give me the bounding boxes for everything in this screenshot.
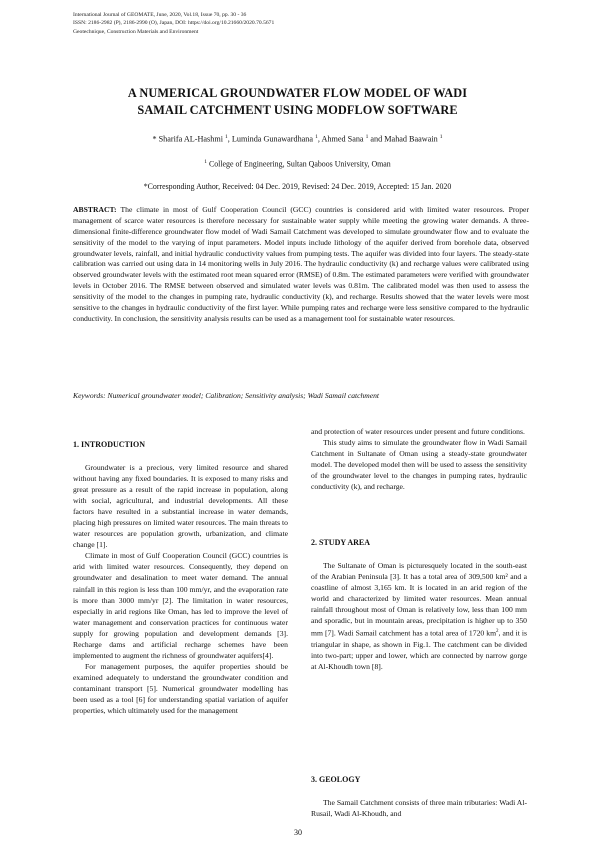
affiliation-marker: 1: [315, 134, 318, 140]
intro-paragraph-3-continued: and protection of water resources under present and future conditions.: [311, 427, 525, 436]
section-heading-introduction: 1. INTRODUCTION: [73, 440, 146, 449]
author-list: [60, 132, 535, 145]
intro-paragraph-2: Climate in most of Gulf Cooperation Council (GCC) countries is arid with limited water resources. Consequently, they depend on groundwater and desalination to meet water demand. The annual rainfall in this region is less than 100 mm/yr, and the evaporation rate is more than 3000 mm/yr [2]. The limitation in water resources, especially in arid regions like Oman, has led to improve the level of water management and conservation practices for continuous water supply for growing population and development demands [3]. Recharge dams and artificial recharge schemes have been implemented to augment the richness of groundwater aquifers[4].: [73, 551, 288, 660]
affiliation-text: College of Engineering, Sultan Qaboos University, Oman: [206, 159, 391, 169]
affiliation: [60, 157, 535, 170]
section-heading-study-area: 2. STUDY AREA: [311, 538, 371, 547]
author-4: and Mahad Baawain: [368, 134, 438, 144]
keywords: Keywords: Numerical groundwater model; Calibration; Sensitivity analysis; Wadi Samail catchment: [73, 391, 380, 400]
journal-citation: International Journal of GEOMATE, June, 2020, Vol.18, Issue 70, pp. 30 - 36: [73, 12, 247, 18]
study-area-paragraph-1: [311, 560, 527, 672]
journal-issn-doi: ISSN: 2186-2982 (P), 2186-2990 (O), Japan, DOI: https://doi.org/10.21660/2020.70.5671: [73, 20, 275, 27]
intro-paragraphs: [73, 462, 288, 716]
geology-paragraphs: [311, 797, 527, 819]
study-area-paragraphs: [311, 560, 527, 672]
intro-paragraph-3: For management purposes, the aquifer properties should be examined adequately to understand the groundwater condition and contaminant transport [5]. Numerical groundwater modelling has been used as a tool [6] for understanding spatial variation of aquifer properties, which ultimately used for the management: [73, 661, 288, 716]
superscript-2: 2: [496, 629, 499, 635]
author-3: , Ahmed Sana: [317, 134, 364, 144]
abstract-label: ABSTRACT:: [73, 205, 117, 214]
journal-subject: Geotechnique, Construction Materials and Environment: [73, 28, 199, 35]
study-area-text-a: The Sultanate of Oman is picturesquely located in the south-east of the Arabian Peninsula [3]. It has a total area of 309,500 km² and a coastline of almost 3,165 km. It is located in an arid region of the world and characterized by limited water resources. Mean annual rainfall throughout most of Oman is relatively low, less than 100 mm and sporadic, but in mountain areas, precipitation is higher up to 350 mm [7]. Wadi Samail catchment has a total area of 1720 km: [311, 561, 527, 638]
affiliation-marker: 1: [439, 134, 443, 140]
geology-paragraph-1: The Samail Catchment consists of three main tributaries: Wadi Al-Rusail, Wadi Al-Khoudh, and: [311, 798, 527, 819]
affiliation-marker: 1: [204, 159, 207, 165]
abstract-text: The climate in most of Gulf Cooperation Council (GCC) countries is considered arid with limited water resources. Proper management of scarce water resources is therefore necessary for sustainable water supply while meeting the growing water demands. A three-dimensional finite-difference groundwater flow model of Wadi Samail Catchment was developed to simulate groundwater flow and to evaluate the sensitivity of the model to the varying of input parameters. Model inputs include lithology of the aquifer derived from borehole data, observed groundwater levels, rainfall, and initial hydraulic conductivity values from pumping tests. The aquifer was divided into four layers. The steady-state calibration was carried out using data in 14 monitoring wells in July 2016. The hydraulic conductivity (k) and recharge values were calibrated using observed groundwater levels with the estimated root mean squared error (RMSE) of 0.8m. The estimated parameters were verified with groundwater levels in October 2016. The RMSE between observed and simulated water levels was 0.81m. The calibrated model was then used to assess the sensitivity of the model to the changes in pumping rate, hydraulic conductivity (k), and recharge. Results showed that the water levels were most sensitive to the changes in hydraulic conductivity of the first layer. While pumping rates and recharge were less sensitive compared to the hydraulic conductivity. In conclusion, the sensitivity analysis results can be used as a management tool for sustainable water resources.: [73, 205, 529, 323]
abstract: [73, 205, 529, 325]
author-2: , Luminda Gunawardhana: [227, 134, 314, 144]
intro-continuation: [311, 426, 527, 492]
corresponding-author-dates: *Corresponding Author, Received: 04 Dec. 2019, Revised: 24 Dec. 2019, Accepted: 15 Jan. 2020: [143, 182, 452, 191]
section-heading-geology: 3. GEOLOGY: [311, 775, 361, 784]
author-1: * Sharifa AL-Hashmi: [152, 134, 223, 144]
intro-paragraph-1: Groundwater is a precious, very limited resource and shared without having any fixed boundaries. It is exposed to many risks and great pressure as a result of the rapid increase in population, along with social, agricultural, and industrial developments. All these factors have resulted in a substantial increase in water demands, placing high pressures on limited water resources. The main threats to water resources are population growth, urbanization, and climate change [1].: [73, 463, 288, 550]
paper-title: [60, 85, 535, 119]
affiliation-marker: 1: [365, 134, 369, 140]
journal-header: [73, 11, 533, 36]
paper-title-line-2: SAMAIL CATCHMENT USING MODFLOW SOFTWARE: [137, 103, 458, 117]
page-number: 30: [294, 828, 302, 837]
paper-title-line-1: A NUMERICAL GROUNDWATER FLOW MODEL OF WADI: [127, 86, 468, 100]
affiliation-marker: 1: [225, 134, 228, 140]
study-area-text-b: , and it is triangular in shape, as shown in Fig.1. The catchment can be divided into two-part; upper and lower, which are connected by narrow gorge at Al-Khoudh town [8].: [311, 628, 528, 671]
intro-paragraph-4: This study aims to simulate the groundwater flow in Wadi Samail Catchment in Sultanate of Oman using a steady-state groundwater model. The developed model then will be used to assess the sensitivity of the groundwater level to the changes in pumping rates, hydraulic conductivity (k), and recharge.: [311, 438, 527, 492]
